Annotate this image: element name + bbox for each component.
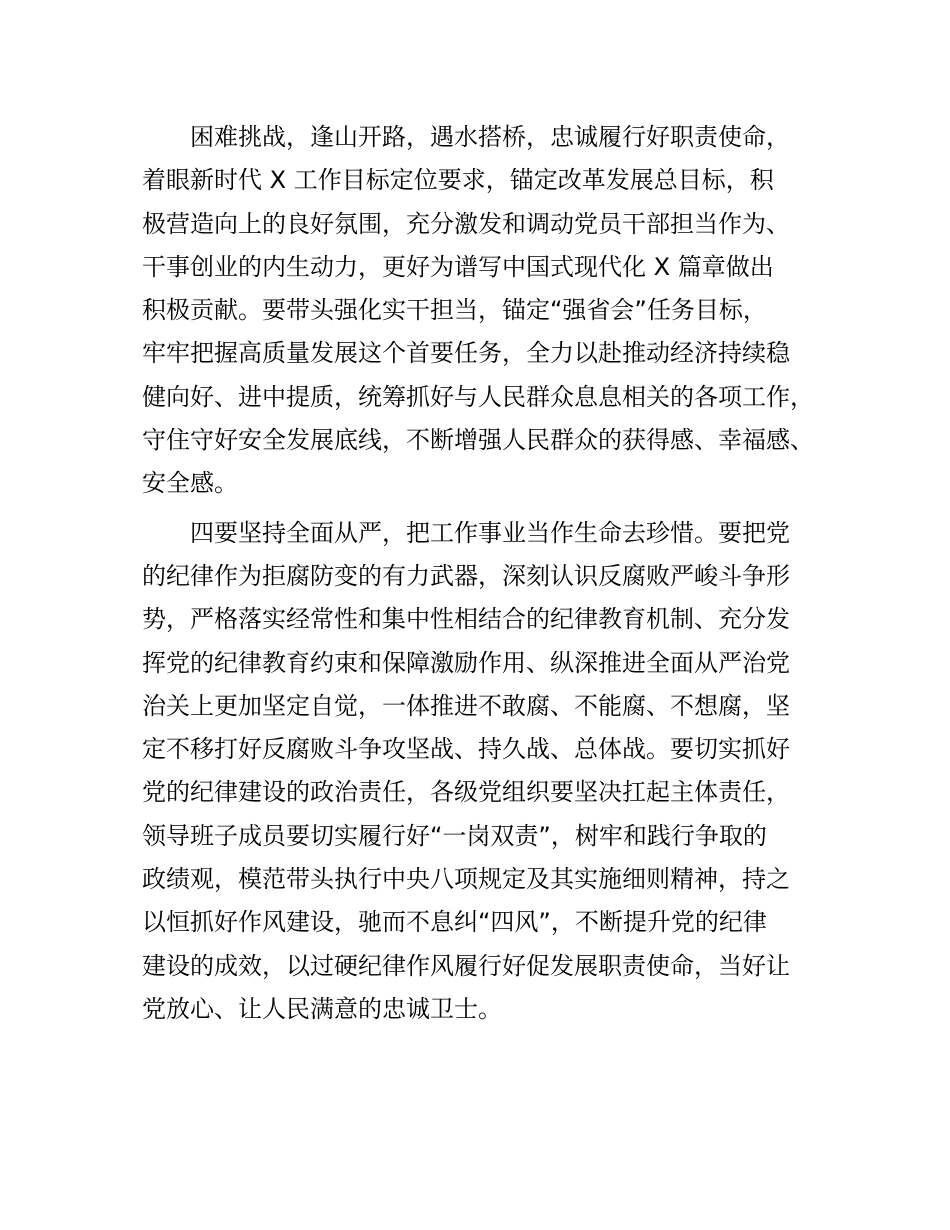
paragraph-line: 牢牢把握高质量发展这个首要任务，全力以赴推动经济持续稳 bbox=[142, 339, 790, 368]
paragraph-line: 党放心、让人民满意的忠诚卫士。 bbox=[142, 994, 502, 1023]
paragraph-line: 领导班子成员要切实履行好“一岗双责”，树牢和践行争取的 bbox=[142, 821, 767, 850]
paragraph-line: 的纪律作为拒腐防变的有力武器，深刻认识反腐败严峻斗争形 bbox=[142, 561, 790, 590]
paragraph-line: 四要坚持全面从严，把工作事业当作生命去珍惜。要把党 bbox=[190, 518, 790, 547]
paragraph-line: 党的纪律建设的政治责任，各级党组织要坚决扛起主体责任， bbox=[142, 778, 790, 807]
paragraph-1 bbox=[142, 116, 832, 506]
document-body bbox=[142, 116, 832, 1031]
paragraph-line: 守住守好安全发展底线，不断增强人民群众的获得感、幸福感、 bbox=[142, 426, 814, 455]
paragraph-line: 着眼新时代 X 工作目标定位要求，锚定改革发展总目标，积 bbox=[142, 166, 774, 195]
paragraph-line: 建设的成效，以过硬纪律作风履行好促发展职责使命，当好让 bbox=[142, 951, 790, 980]
paragraph-line: 政绩观，模范带头执行中央八项规定及其实施细则精神，持之 bbox=[142, 865, 790, 894]
paragraph-line: 干事创业的内生动力，更好为谱写中国式现代化 X 篇章做出 bbox=[142, 252, 774, 281]
paragraph-2 bbox=[142, 512, 832, 1032]
paragraph-line: 治关上更加坚定自觉，一体推进不敢腐、不能腐、不想腐，坚 bbox=[142, 691, 790, 720]
paragraph-line: 挥党的纪律教育约束和保障激励作用、纵深推进全面从严治党 bbox=[142, 648, 790, 677]
paragraph-line: 积极贡献。要带头强化实干担当，锚定“强省会”任务目标， bbox=[142, 296, 767, 325]
paragraph-line: 困难挑战，逢山开路，遇水搭桥，忠诚履行好职责使命， bbox=[190, 123, 790, 151]
paragraph-line: 以恒抓好作风建设，驰而不息纠“四风”，不断提升党的纪律 bbox=[142, 908, 767, 937]
paragraph-line: 安全感。 bbox=[142, 469, 238, 498]
paragraph-line: 势，严格落实经常性和集中性相结合的纪律教育机制、充分发 bbox=[142, 605, 790, 634]
paragraph-line: 极营造向上的良好氛围，充分激发和调动党员干部担当作为、 bbox=[142, 209, 790, 238]
paragraph-line: 定不移打好反腐败斗争攻坚战、持久战、总体战。要切实抓好 bbox=[142, 735, 790, 764]
paragraph-line: 健向好、进中提质，统筹抓好与人民群众息息相关的各项工作， bbox=[142, 382, 814, 411]
